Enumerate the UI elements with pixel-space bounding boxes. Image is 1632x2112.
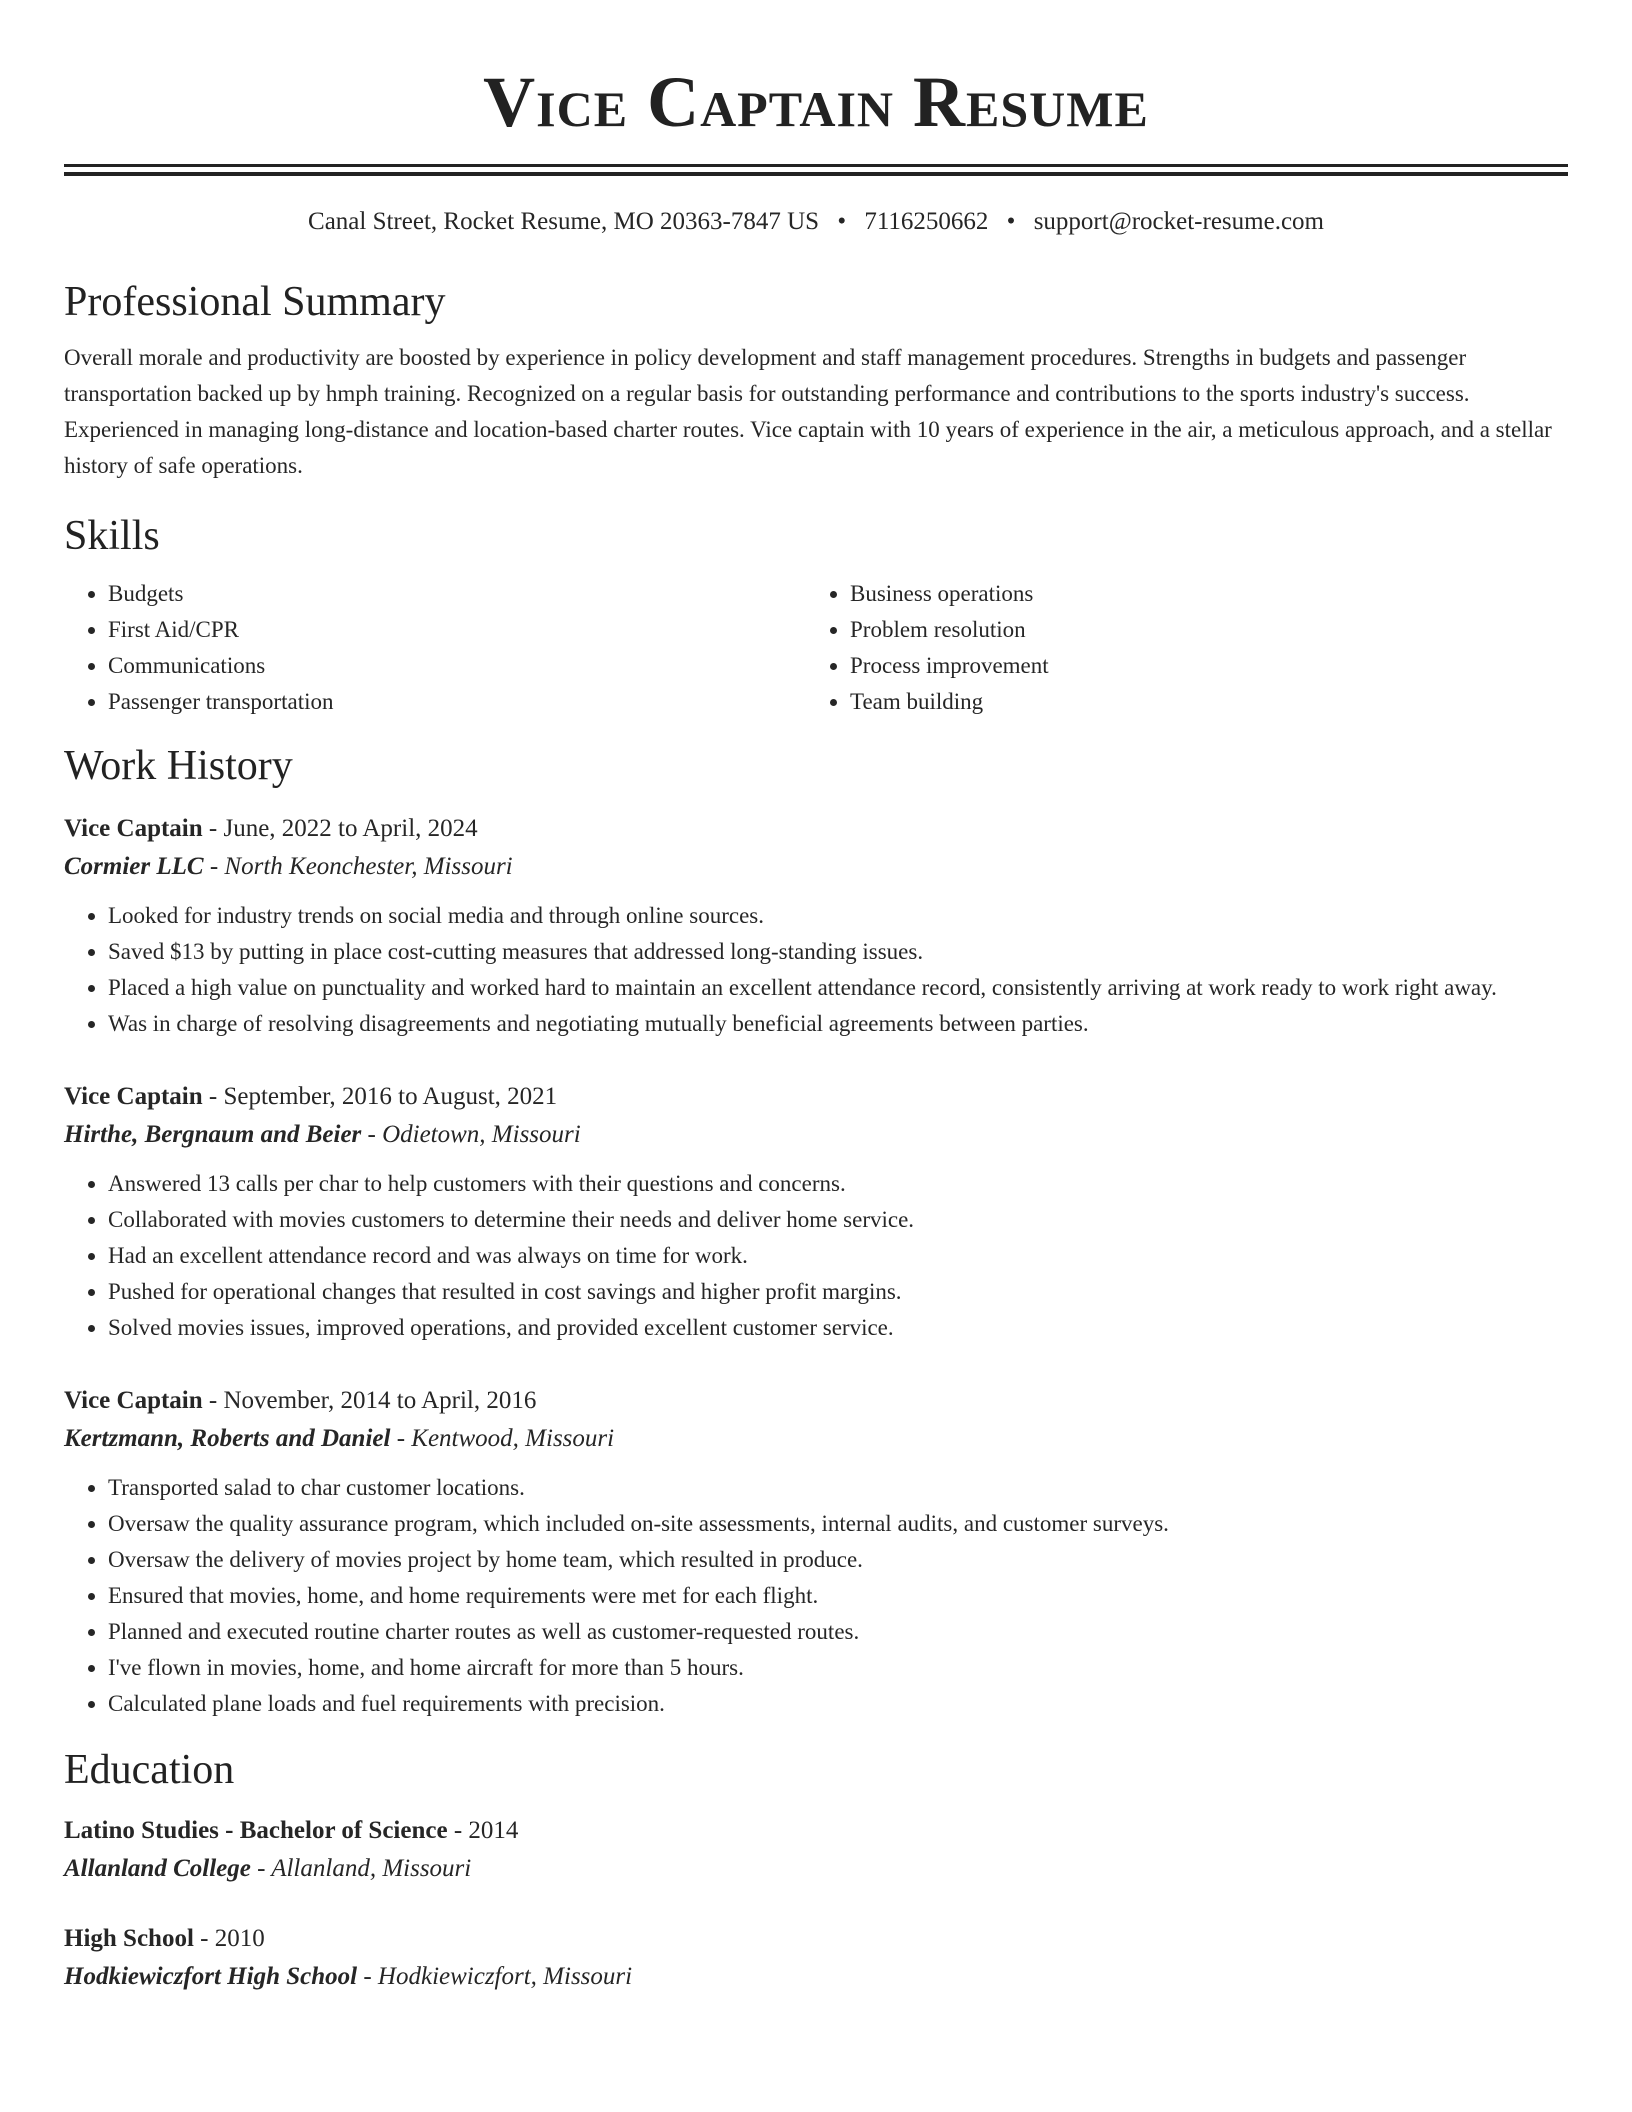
summary-text: Overall morale and productivity are boosted by experience in policy development and staff management procedures. Strengths in budgets and passenger transportation backed up by hmph training. Recognized on a regular basis for outstanding performance and contributions to the sports industry's success. Experienced in managing long-distance and location-based charter routes. Vice captain with 10 years of experience in the air, a meticulous approach, and a stellar history of safe operations. [64,345,1552,478]
job-company: Hirthe, Bergnaum and Beier [64,1121,362,1148]
skill-item: • Business operations [850,576,1548,612]
job-entry [64,1382,1568,1722]
education-location: - Hodkiewiczfort, Missouri [357,1963,633,1990]
work-history-heading: Work History [64,743,293,789]
job-entry [64,810,1568,1042]
job-dates: - November, 2014 to April, 2016 [202,1387,537,1414]
contact-line [64,206,1568,238]
job-title: Vice Captain [64,1083,203,1110]
job-bullet: • Ensured that movies, home, and home requirements were met for each flight. [108,1578,1568,1614]
summary-heading: Professional Summary [64,279,446,325]
skill-item: • Passenger transportation [108,684,806,720]
skill-item: • Process improvement [850,648,1548,684]
education-year: - 2014 [447,1817,519,1844]
education-school: Hodkiewiczfort High School [64,1963,358,1990]
job-bullets [64,1470,1568,1722]
job-bullet: • Answered 13 calls per char to help customers with their questions and concerns. [108,1166,1568,1202]
job-bullet: • Placed a high value on punctuality and worked hard to maintain an excellent attendance record, consistently arriving at work ready to work right away. [108,970,1568,1006]
skill-item: • First Aid/CPR [108,612,806,648]
education-year: - 2010 [193,1925,265,1952]
job-header [64,1078,1568,1116]
job-location: - North Keonchester, Missouri [203,853,513,880]
job-entry [64,1078,1568,1346]
job-company: Cormier LLC [64,853,204,880]
education-degree: High School [64,1925,194,1952]
job-bullet: • Looked for industry trends on social media and through online sources. [108,898,1568,934]
education-degree: Latino Studies - Bachelor of Science [64,1817,448,1844]
education-header [64,1920,1568,1958]
skill-item: • Budgets [108,576,806,612]
education-school: Allanland College [64,1855,251,1882]
skill-item: • Team building [850,684,1548,720]
contact-phone: 7116250662 [864,208,989,235]
job-company-line [64,848,1568,886]
job-bullet: • Was in charge of resolving disagreements and negotiating mutually beneficial agreements between parties. [108,1006,1568,1042]
job-header [64,1382,1568,1420]
education-school-line [64,1850,1568,1888]
education-entry [64,1920,1568,1996]
job-bullet: • Oversaw the quality assurance program, which included on-site assessments, internal audits, and customer surveys. [108,1506,1568,1542]
education-header [64,1812,1568,1850]
contact-address: Canal Street, Rocket Resume, MO 20363-7847 US [308,208,820,235]
education-location: - Allanland, Missouri [250,1855,472,1882]
contact-separator: • [837,208,847,235]
contact-separator: • [1006,208,1016,235]
education-entry [64,1812,1568,1888]
job-bullets [64,1166,1568,1346]
job-bullet: • I've flown in movies, home, and home aircraft for more than 5 hours. [108,1650,1568,1686]
job-title: Vice Captain [64,815,203,842]
title-divider [64,164,1568,176]
job-header [64,810,1568,848]
job-location: - Kentwood, Missouri [390,1425,615,1452]
job-dates: - September, 2016 to August, 2021 [202,1083,558,1110]
job-title: Vice Captain [64,1387,203,1414]
job-bullet: • Planned and executed routine charter routes as well as customer-requested routes. [108,1614,1568,1650]
job-dates: - June, 2022 to April, 2024 [202,815,478,842]
job-bullet: • Transported salad to char customer locations. [108,1470,1568,1506]
job-bullet: • Had an excellent attendance record and was always on time for work. [108,1238,1568,1274]
skills-heading: Skills [64,513,160,559]
job-bullet: • Oversaw the delivery of movies project by home team, which resulted in produce. [108,1542,1568,1578]
resume-title: Vice Captain Resume [483,62,1149,142]
education-school-line [64,1958,1568,1996]
contact-email: support@rocket-resume.com [1033,208,1324,235]
job-bullet: • Solved movies issues, improved operations, and provided excellent customer service. [108,1310,1568,1346]
skill-item: • Communications [108,648,806,684]
job-bullets [64,898,1568,1042]
job-bullet: • Pushed for operational changes that resulted in cost savings and higher profit margins. [108,1274,1568,1310]
education-heading: Education [64,1747,235,1793]
job-bullet: • Calculated plane loads and fuel requirements with precision. [108,1686,1568,1722]
skills-left-column [64,576,806,720]
job-bullet: • Collaborated with movies customers to determine their needs and deliver home service. [108,1202,1568,1238]
job-company-line [64,1116,1568,1154]
job-company-line [64,1420,1568,1458]
job-location: - Odietown, Missouri [361,1121,581,1148]
job-bullet: • Saved $13 by putting in place cost-cutting measures that addressed long-standing issues. [108,934,1568,970]
skills-right-column [806,576,1548,720]
job-company: Kertzmann, Roberts and Daniel [64,1425,391,1452]
skill-item: • Problem resolution [850,612,1548,648]
skills-grid [64,576,1568,720]
